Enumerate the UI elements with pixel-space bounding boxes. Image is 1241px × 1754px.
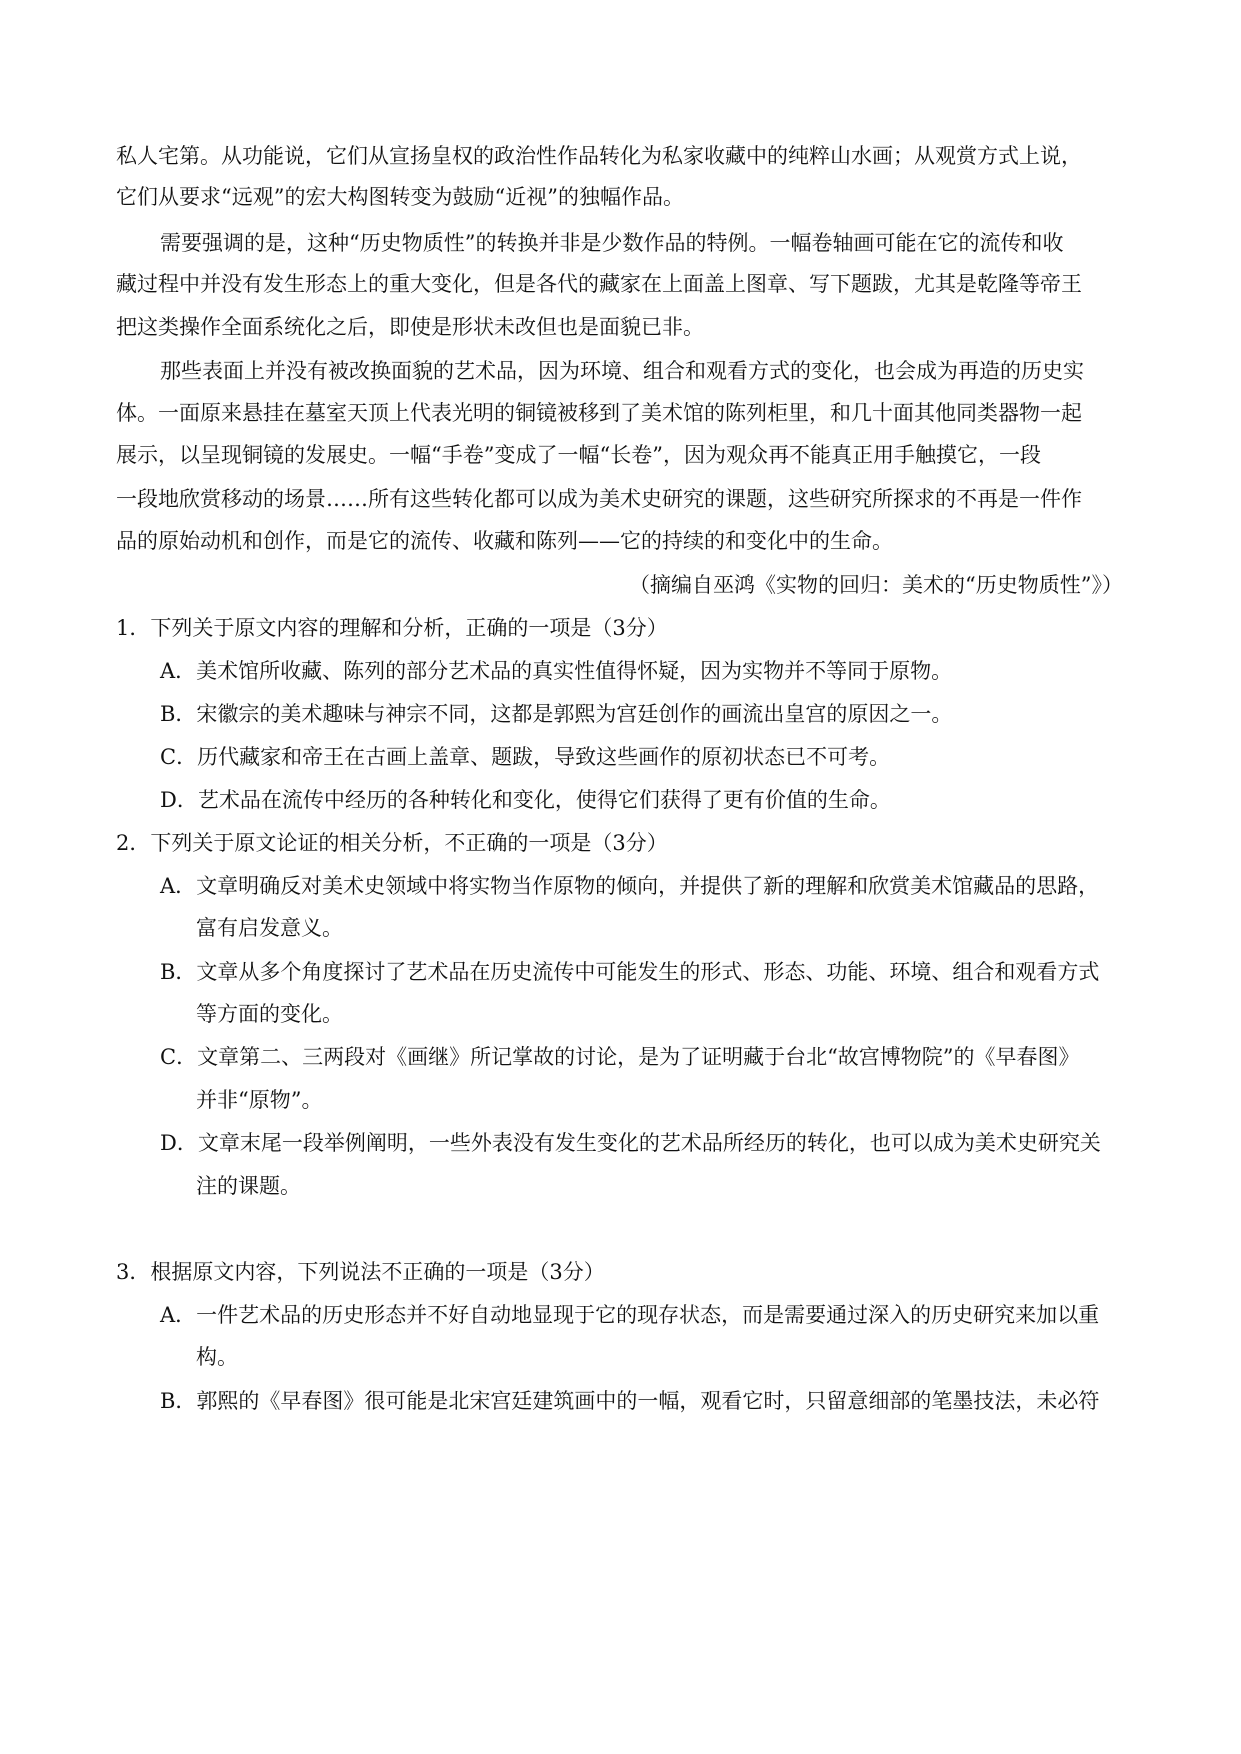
passage-line: 它们从要求“远观”的宏大构图转变为鼓励“近视”的独幅作品。	[116, 185, 684, 209]
question-stem: 1．下列关于原文内容的理解和分析，正确的一项是（3分）	[116, 616, 668, 640]
option-a: A．文章明确反对美术史领域中将实物当作原物的倾向，并提供了新的理解和欣赏美术馆藏品的思路，	[160, 874, 1100, 898]
option-a: A．美术馆所收藏、陈列的部分艺术品的真实性值得怀疑，因为实物并不等同于原物。	[160, 659, 953, 683]
option-b: B．文章从多个角度探讨了艺术品在历史流传中可能发生的形式、形态、功能、环境、组合和观看方式	[160, 960, 1100, 984]
option-b: B．宋徽宗的美术趣味与神宗不同，这都是郭熙为宫廷创作的画流出皇宫的原因之一。	[160, 702, 953, 726]
passage-line: 体。一面原来悬挂在墓室天顶上代表光明的铜镜被移到了美术馆的陈列柜里，和几十面其他同类器物一起	[116, 401, 1082, 425]
option-d-continuation: 注的课题。	[196, 1174, 301, 1198]
question-stem: 3．根据原文内容，下列说法不正确的一项是（3分）	[116, 1260, 605, 1284]
passage-line: 需要强调的是，这种“历史物质性”的转换并非是少数作品的特例。一幅卷轴画可能在它的流传和收	[160, 231, 1064, 255]
passage-source: （摘编自巫鸿《实物的回归：美术的“历史物质性”》）	[629, 573, 1123, 597]
passage-line: 品的原始动机和创作，而是它的流传、收藏和陈列——它的持续的和变化中的生命。	[116, 529, 893, 553]
passage-line: 展示，以呈现铜镜的发展史。一幅“手卷”变成了一幅“长卷”，因为观众再不能真正用手触摸它，一段	[116, 443, 1041, 467]
passage-line: 藏过程中并没有发生形态上的重大变化，但是各代的藏家在上面盖上图章、写下题跋，尤其是乾隆等帝王	[116, 272, 1082, 296]
option-d: D．艺术品在流传中经历的各种转化和变化，使得它们获得了更有价值的生命。	[160, 788, 891, 812]
option-a-continuation: 富有启发意义。	[196, 916, 343, 940]
option-b: B．郭熙的《早春图》很可能是北宋宫廷建筑画中的一幅，观看它时，只留意细部的笔墨技法，未必符	[160, 1389, 1100, 1413]
option-a-continuation: 构。	[196, 1345, 238, 1369]
passage-line: 私人宅第。从功能说，它们从宣扬皇权的政治性作品转化为私家收藏中的纯粹山水画；从观赏方式上说，	[116, 144, 1082, 168]
option-c-continuation: 并非“原物”。	[196, 1088, 323, 1112]
option-d: D．文章末尾一段举例阐明，一些外表没有发生变化的艺术品所经历的转化，也可以成为美术史研究关	[160, 1131, 1101, 1155]
option-c: C．历代藏家和帝王在古画上盖章、题跋，导致这些画作的原初状态已不可考。	[160, 745, 891, 769]
passage-line: 把这类操作全面系统化之后，即使是形状未改但也是面貌已非。	[116, 315, 704, 339]
passage-line: 那些表面上并没有被改换面貌的艺术品，因为环境、组合和观看方式的变化，也会成为再造的历史实	[160, 359, 1084, 383]
option-a: A．一件艺术品的历史形态并不好自动地显现于它的现存状态，而是需要通过深入的历史研究来加以重	[160, 1303, 1100, 1327]
question-stem: 2．下列关于原文论证的相关分析，不正确的一项是（3分）	[116, 831, 668, 855]
passage-line: 一段地欣赏移动的场景……所有这些转化都可以成为美术史研究的课题，这些研究所探求的不再是一件作	[116, 487, 1082, 511]
option-c: C．文章第二、三两段对《画继》所记掌故的讨论，是为了证明藏于台北“故宫博物院”的《早春图》	[160, 1045, 1080, 1069]
option-b-continuation: 等方面的变化。	[196, 1002, 343, 1026]
